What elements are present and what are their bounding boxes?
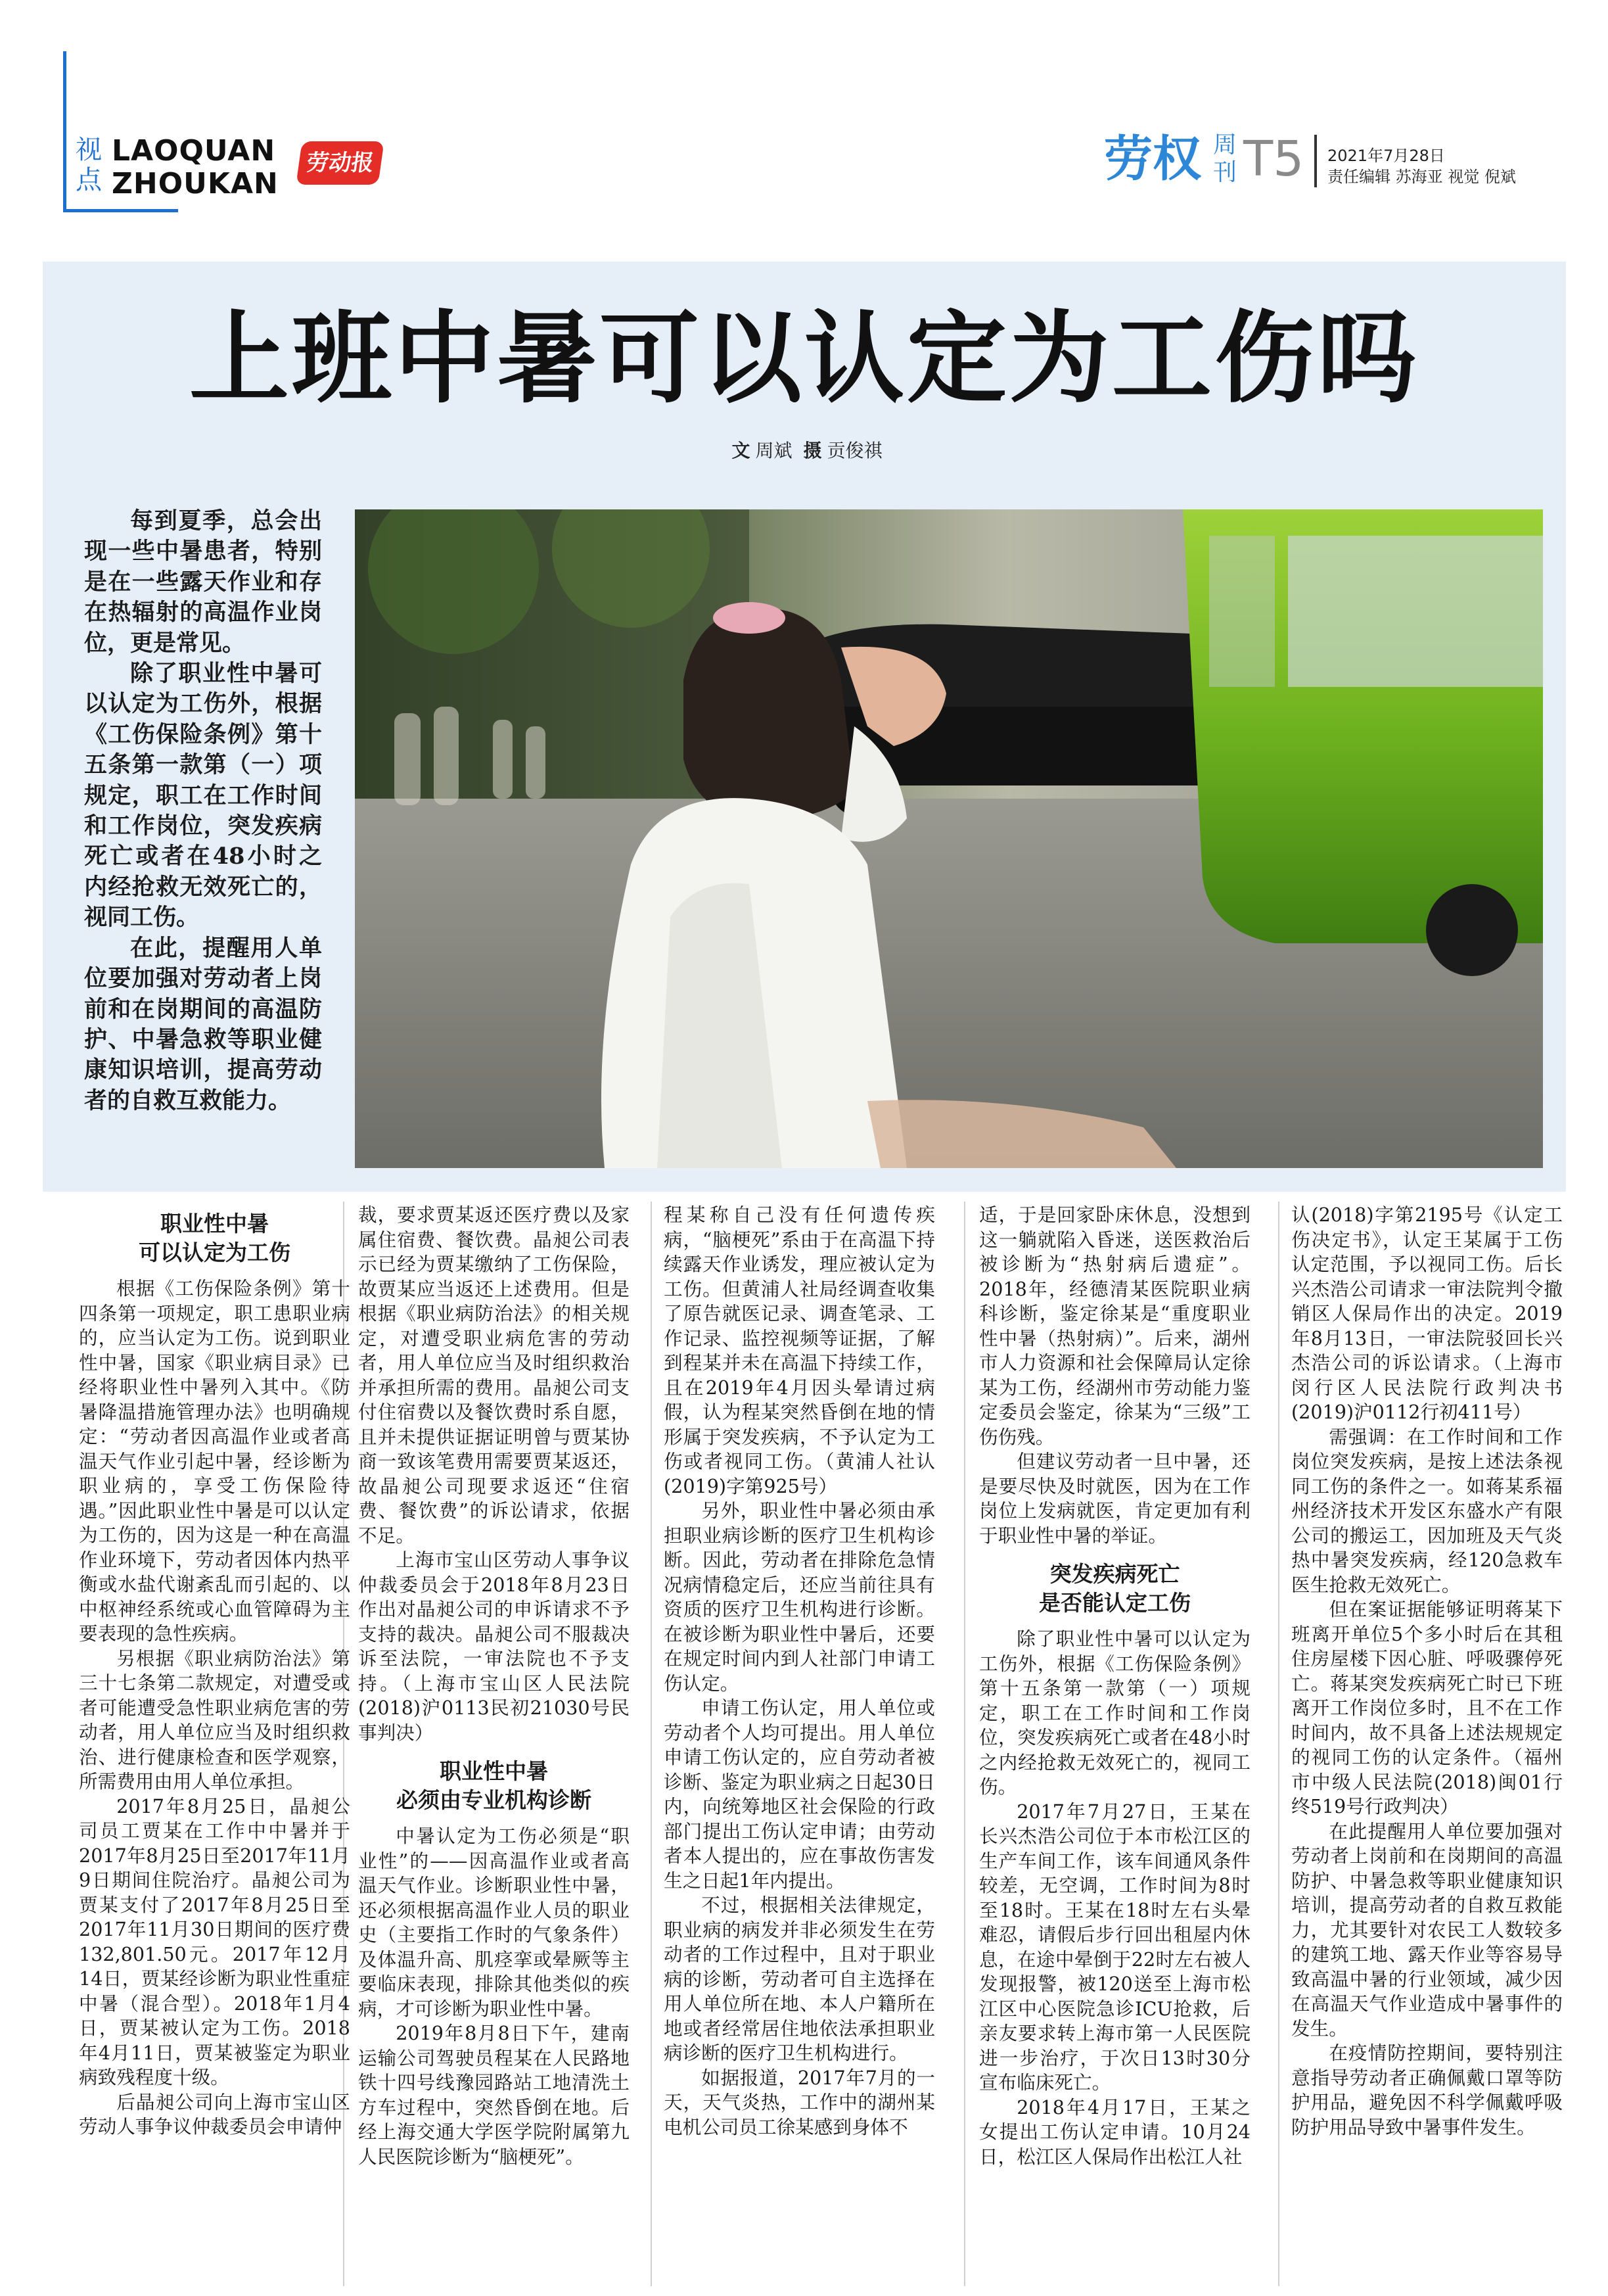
- headline: 上班中暑可以认定为工伤吗: [189, 299, 1419, 417]
- paragraph: 但建议劳动者一旦中暑，还是要尽快及时就医，因为在工作岗位上发病就医，肯定更加有利于职业性中暑的举证。: [979, 1450, 1251, 1547]
- paragraph: 上海市宝山区劳动人事争议仲裁委员会于2018年8月23日作出对晶昶公司的申诉请求不予支持的裁决。晶昶公司不服裁决诉至法院，一审法院也不予支持。（上海市宝山区人民法院(2018)沪0113民初21030号民事判决）: [358, 1549, 630, 1744]
- corner-rule-vertical: [63, 51, 66, 212]
- feature-photo: [355, 509, 1543, 1168]
- byline: [43, 439, 1566, 463]
- text-column-5: [1291, 1203, 1563, 2140]
- paragraph: 但在案证据能够证明蒋某下班离开单位5个多小时后在其租住房屋楼下因心脏、呼吸骤停死亡。蒋某突发疾病死亡时已下班离开工作岗位多时，且不在工作时间内，故不具备上述法规规定的视同工伤的认定条件。（福州市中级人民法院(2018)闽01行终519号行政判决）: [1291, 1598, 1563, 1817]
- section-heading: [358, 1757, 630, 1815]
- street-scene-image: [355, 509, 1543, 1168]
- paragraph: 除了职业性中暑可以认定为工伤外，根据《工伤保险条例》第十五条第一款第（一）项规定，职工在工作时间和工作岗位，突发疾病死亡或者在48小时之内经抢救无效死亡的，视同工伤。: [979, 1628, 1251, 1798]
- paragraph: 在疫情防控期间，要特别注意指导劳动者正确佩戴口罩等防护用品，避免因不科学佩戴呼吸防护用品导致中暑事件发生。: [1291, 2042, 1563, 2138]
- newspaper-logo: 劳动报: [296, 141, 384, 185]
- byline-photographer: 贡俊祺: [827, 440, 883, 461]
- paragraph: 2019年8月8日下午，建南运输公司驾驶员程某在人民路地铁十四号线豫园路站工地清洗土方车过程中，突然昏倒在地。后经上海交通大学医学院附属第九人民医院诊断为“脑梗死”。: [358, 2022, 630, 2168]
- paragraph: 裁，要求贾某返还医疗费以及家属住宿费、餐饮费。晶昶公司表示已经为贾某缴纳了工伤保险，故贾某应当返还上述费用。但是根据《职业病防治法》的相关规定，对遭受职业病危害的劳动者，用人单位应当及时组织救治并承担所需的费用。晶昶公司支付住宿费以及餐饮费时系自愿，且并未提供证据证明曾与贾某协商一致该笔费用需要贾某返还，故晶昶公司现要求返还“住宿费、餐饮费”的诉讼请求，依据不足。: [358, 1204, 630, 1547]
- paragraph: 根据《工伤保险条例》第十四条第一项规定，职工患职业病的，应当认定为工伤。说到职业性中暑，国家《职业病目录》已经将职业性中暑列入其中。《防暑降温措施管理办法》也明确规定：“劳动者因高温作业或者高温天气作业引起中暑，经诊断为职业病的，享受工伤保险待遇。”因此职业性中暑是可以认定为工伤的，因为这是一种在高温作业环境下，劳动者因体内热平衡或水盐代谢紊乱而引起的、以中枢神经系统或心血管障碍为主要表现的急性疾病。: [79, 1277, 350, 1645]
- section-heading-line: 必须由专业机构诊断: [396, 1787, 591, 1813]
- column-name: 劳权: [1104, 131, 1201, 187]
- section-heading-line: 是否能认定工伤: [1039, 1590, 1191, 1616]
- text-column-4: [979, 1203, 1251, 2169]
- section-heading: [979, 1560, 1251, 1618]
- text-column-2: [358, 1203, 630, 2169]
- paragraph: 另根据《职业病防治法》第三十七条第二款规定，对遭受或者可能遭受急性职业病危害的劳动者，用人单位应当及时组织救治、进行健康检查和医学观察，所需费用由用人单位承担。: [79, 1647, 350, 1792]
- section-heading-line: 可以认定为工伤: [139, 1240, 290, 1265]
- byline-label-text: 文: [731, 440, 750, 461]
- paragraph: 程某称自己没有任何遗传疾病，“脑梗死”系由于在高温下持续露天作业诱发，理应被认定为工伤。但黄浦人社局经调查收集了原告就医记录、调查笔录、工作记录、监控视频等证据，了解到程某并未在高温下持续工作，且在2019年4月因头晕请过病假，认为程某突然昏倒在地的情形属于突发疾病，不予认定为工伤或者视同工伤。（黄浦人社认(2019)字第925号）: [664, 1204, 935, 1497]
- publication-date: 2021年7月28日: [1327, 147, 1445, 165]
- brand-line-2: ZHOUKAN: [112, 167, 279, 200]
- lead-paragraphs: [84, 506, 322, 1116]
- brand-line-1: LAOQUAN: [112, 134, 276, 168]
- paragraph: 中暑认定为工伤必须是“职业性”的——因高温作业或者高温天气作业。诊断职业性中暑，还必须根据高温作业人员的职业史（主要指工作时的气象条件）及体温升高、肌痉挛或晕厥等主要临床表现，排除其他类似的疾病，才可诊断为职业性中暑。: [358, 1825, 630, 2020]
- text-column-3: [664, 1203, 935, 2140]
- lead-paragraph: 在此，提醒用人单位要加强对劳动者上岗前和在岗期间的高温防护、中暑急救等职业健康知识培训，提高劳动者的自救互救能力。: [84, 934, 322, 1114]
- byline-label-photo: 摄: [803, 440, 822, 461]
- section-heading-line: 职业性中暑: [160, 1211, 269, 1236]
- editor-credits: 责任编辑 苏海亚 视觉 倪斌: [1327, 168, 1516, 186]
- paragraph: 另外，职业性中暑必须由承担职业病诊断的医疗卫生机构诊断。因此，劳动者在排除危急情况病情稳定后，还应当前往具有资质的医疗卫生机构进行诊断。在被诊断为职业性中暑后，还要在规定时间内到人社部门申请工伤认定。: [664, 1499, 935, 1695]
- paragraph: 2018年4月17日，王某之女提出工伤认定申请。10月24日，松江区人保局作出松江人社: [979, 2096, 1251, 2168]
- paragraph: 2017年7月27日，王某在长兴杰浩公司位于本市松江区的生产车间工作，该车间通风条件较差，无空调，工作时间为8时至18时。王某在18时左右头晕难忍，请假后步行回出租屋内休息，在途中晕倒于22时左右被人发现报警，被120送至上海市松江区中心医院急诊ICU抢救，后亲友要求转上海市第一人民医院进一步治疗，于次日13时30分宣布临床死亡。: [979, 1800, 1251, 2094]
- lead-paragraph: 每到夏季，总会出现一些中暑患者，特别是在一些露天作业和存在热辐射的高温作业岗位，更是常见。: [84, 507, 322, 657]
- brand-english: [112, 135, 279, 200]
- paragraph: 在此提醒用人单位要加强对劳动者上岗前和在岗期间的高温防护、中暑急救等职业健康知识培训，提高劳动者的自救互救能力，尤其要针对农民工人数较多的建筑工地、露天作业等容易导致高温中暑的行业领域，减少因在高温天气作业造成中暑事件的发生。: [1291, 1819, 1563, 2040]
- byline-author: 周斌: [755, 440, 793, 461]
- section-tag: 视点: [76, 135, 102, 195]
- paragraph: 如据报道，2017年7月的一天，天气炎热，工作中的湖州某电机公司员工徐某感到身体不: [664, 2066, 935, 2138]
- page-number: T5: [1243, 131, 1304, 187]
- column-rule: [964, 1202, 965, 2286]
- lead-paragraph: 除了职业性中暑可以认定为工伤外，根据《工伤保险条例》第十五条第一款第（一）项规定，职工在工作时间和工作岗位，突发疾病死亡或者在48小时之内经抢救无效死亡的，视同工伤。: [84, 660, 322, 931]
- paragraph: 适，于是回家卧床休息，没想到这一躺就陷入昏迷，送医救治后被诊断为“热射病后遗症”。2018年，经德清某医院职业病科诊断，鉴定徐某是“重度职业性中暑（热射病）”。后来，湖州市人力资源和社会保障局认定徐某为工伤，经湖州市劳动能力鉴定委员会鉴定，徐某为“三级”工伤伤残。: [979, 1204, 1251, 1448]
- text-column-1: [79, 1203, 350, 2140]
- section-heading-line: 突发疾病死亡: [1049, 1561, 1180, 1587]
- masthead-divider: [1314, 135, 1317, 187]
- section-heading: [79, 1209, 350, 1267]
- section-heading-line: 职业性中暑: [440, 1758, 548, 1784]
- paragraph: 需强调：在工作时间和工作岗位突发疾病，是按上述法条视同工伤的条件之一。如蒋某系福州经济技术开发区东盛水产有限公司的搬运工，因加班及天气炎热中暑突发疾病，经120急救车医生抢救无效死亡。: [1291, 1425, 1563, 1596]
- column-rule: [651, 1202, 652, 2286]
- corner-rule-horizontal: [63, 209, 178, 212]
- paragraph: 2017年8月25日，晶昶公司员工贾某在工作中中暑并于2017年8月25日至2017年11月9日期间住院治疗。晶昶公司为贾某支付了2017年8月25日至2017年11月30日期间的医疗费132,801.50元。2017年12月14日，贾某经诊断为职业性重症中暑（混合型）。2018年1月4日，贾某被认定为工伤。2018年4月11日，贾某被鉴定为职业病致残程度十级。: [79, 1794, 350, 2088]
- column-rule: [1278, 1202, 1279, 2286]
- paragraph: 申请工伤认定，用人单位或劳动者个人均可提出。用人单位申请工伤认定的，应自劳动者被诊断、鉴定为职业病之日起30日内，向统筹地区社会保险的行政部门提出工伤认定申请；由劳动者本人提出的，应在事故伤害发生之日起1年内提出。: [664, 1697, 935, 1892]
- column-sub: 周刊: [1213, 131, 1237, 186]
- paragraph: 认(2018)字第2195号《认定工伤决定书》，认定王某属于工伤认定范围，予以视同工伤。后长兴杰浩公司请求一审法院判令撤销区人保局作出的决定。2019年8月13日，一审法院驳回长兴杰浩公司的诉讼请求。（上海市闵行区人民法院行政判决书(2019)沪0112行初411号）: [1291, 1204, 1563, 1423]
- paragraph: 不过，根据相关法律规定，职业病的病发并非必须发生在劳动者的工作过程中，且对于职业病的诊断，劳动者可自主选择在用人单位所在地、本人户籍所在地或者经常居住地依法承担职业病诊断的医疗卫生机构进行。: [664, 1894, 935, 2064]
- paragraph: 后晶昶公司向上海市宝山区劳动人事争议仲裁委员会申请仲: [79, 2090, 350, 2138]
